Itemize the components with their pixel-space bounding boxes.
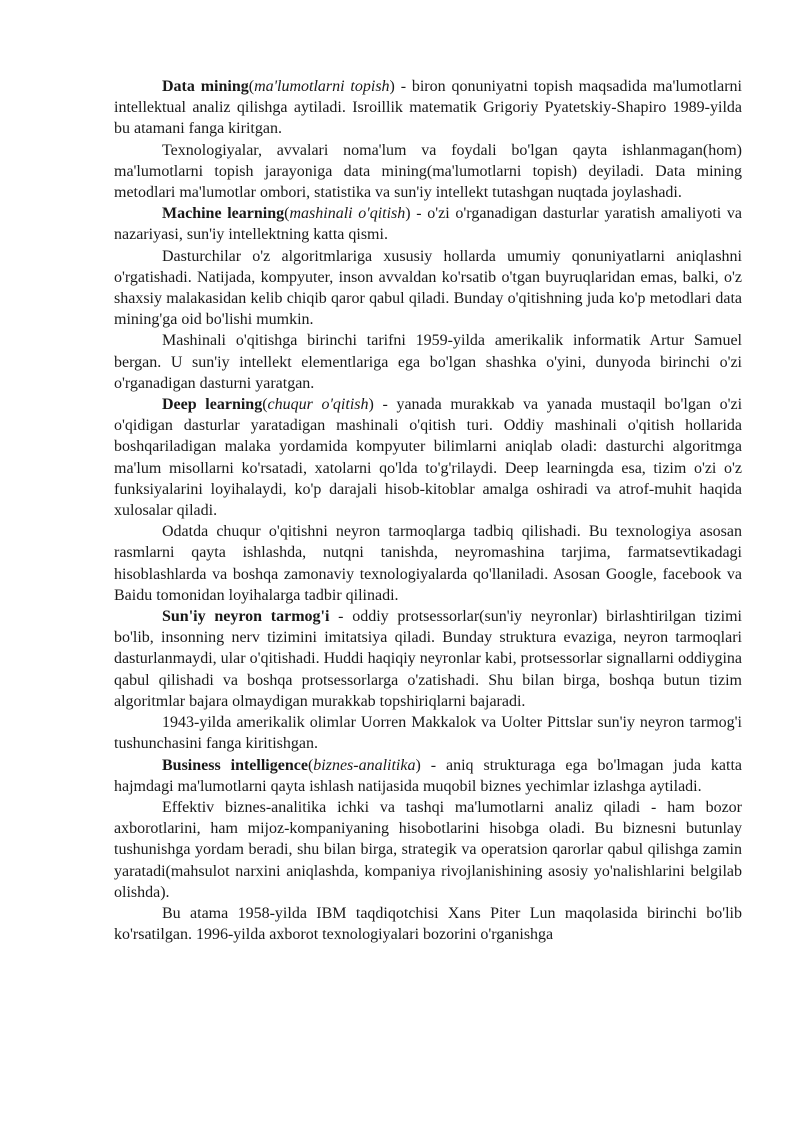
term-translation: mashinali o'qitish (289, 205, 406, 223)
term-data-mining: Data mining (162, 78, 249, 95)
paragraph-text: Dasturchilar o'z algoritmlariga xususiy hollarda umumiy qonuniyatlarni aniqlashni o'rgatishadi. Natijada, kompyuter, inson avvaldan ko'rsatib o'tgan buyruqlaridan emas, balki, o'z shaxsiy malakasidan kelib chiqib qaror qabul qiladi. Bunday o'qitishning juda ko'p metodlari data mining'ga oid bo'lishi mumkin. (114, 247, 742, 329)
term-business-intelligence: Business intelligence (162, 756, 308, 774)
term-neyron-tarmogi: Sun'iy neyron tarmog'i (162, 608, 330, 626)
paragraph-deep-learning: Deep learning(chuqur o'qitish) - yanada murakkab va yanada mustaqil bo'lgan o'zi o'qidigan dasturlar yaratadigan mashinali o'qitish turi. Oddiy mashinali o'qitish hollarida boshqariladigan malaka yordamida kompyuter bilimlarni aniqlab oladi: dasturchi algoritmga ma'lum misollarni ko'rsatadi, xatolarni qo'lda to'g'rilaydi. Deep learningda esa, tizim o'zi o'z funksiyalarini loyihalaydi, ko'p darajali hisob-kitoblar amalga oshiradi va atrof-muhit haqida xulosalar qiladi. (114, 396, 743, 520)
paragraph-data-mining: Data mining(ma'lumotlarni topish) - biron qonuniyatni topish maqsadida ma'lumotlarni intellektual analiz qilishga aytiladi. Isroillik matematik Grigoriy Pyatetskiy-Shapiro 1989-yilda bu atamani fanga kiritgan. (114, 78, 742, 138)
paragraph-dasturchilar (114, 246, 742, 331)
paragraph-effektiv-biznes-analitika (114, 797, 742, 903)
term-machine-learning: Machine learning (162, 205, 285, 223)
paragraph-business-intelligence: Business intelligence(biznes-analitika) - aniq strukturaga ega bo'lmagan juda katta hajmdagi ma'lumotlarni qayta ishlash natijasida muqobil biznes yechimlar izlashga aytiladi. (114, 756, 742, 795)
paragraph-text: - yanada murakkab va yanada mustaqil bo'lgan o'zi o'qidigan dasturlar yaratadigan mashinali o'qitish turi. Oddiy mashinali o'qitish hollarida boshqariladigan malaka yordamida kompyuter bilimlarni aniqlab oladi: dasturchi algoritmga ma'lum misollarni ko'rsatadi, xatolarni qo'lda to'g'rilaydi. Deep learningda esa, tizim o'zi o'z funksiyalarini loyihalaydi, ko'p darajali hisob-kitoblar amalga oshiradi va atrof-muhit haqida xulosalar qiladi. (114, 396, 743, 520)
paragraph-chuqur-oqitish (114, 521, 742, 606)
paragraph-text: - o'zi o'rganadigan dasturlar yaratish amaliyoti va nazariyasi, sun'iy intellektning katta qismi. (114, 205, 743, 244)
paragraph-machine-learning: Machine learning(mashinali o'qitish) - o'zi o'rganadigan dasturlar yaratish amaliyoti va nazariyasi, sun'iy intellektning katta qismi. (114, 205, 743, 244)
paragraph-text: - oddiy protsessorlar(sun'iy neyronlar) birlashtirilgan tizimi bo'lib, insonning nerv tizimini imitatsiya qiladi. Bunday struktura evaziga, neyron tarmoqlari dasturlanmaydi, ular o'qitishadi. Huddi haqiqiy neyronlar kabi, protsessorlar signallarni oddiygina qabul qilishadi va boshqa protsessorlarga o'zatishadi. Shu bilan birga, boshqa butun tizim algoritmlar bajara olmaydigan murakkab topshiriqlarni bajaradi. (114, 608, 742, 710)
paragraph-mashinali-oqitish (114, 330, 742, 394)
paragraph-text: Odatda chuqur o'qitishni neyron tarmoqlarga tadbiq qilishadi. Bu texnologiya asosan rasmlarni qayta ishlashda, nutqni tanishda, neyromashina tarjima, farmatsevtikadagi hisoblashlarda va boshqa zamonaviy texnologiyalarda qo'llaniladi. Asosan Google, facebook va Baidu tomonidan loyihalarga tadbir qilinadi. (114, 523, 742, 604)
paragraph-texnologiyalar (114, 140, 742, 204)
paragraph-text: - biron qonuniyatni topish maqsadida ma'lumotlarni intellektual analiz qilishga aytiladi. Isroillik matematik Grigoriy Pyatetskiy-Shapiro 1989-yilda bu atamani fanga kiritgan. (114, 78, 742, 138)
paragraph-neyron-tarmogi (114, 606, 742, 712)
paragraph-text: Mashinali o'qitishga birinchi tarifni 1959-yilda amerikalik informatik Artur Samuel bergan. U sun'iy intellekt elementlariga ega bo'lgan shashka o'yini, dunyoda birinchi o'zi o'rganadigan dasturni yaratgan. (114, 332, 742, 392)
paragraph-bu-atama (114, 903, 742, 945)
term-translation: ma'lumotlarni topish (254, 78, 390, 95)
paragraph-1943 (114, 712, 742, 754)
paragraph-text: Effektiv biznes-analitika ichki va tashqi ma'lumotlarni analiz qiladi - ham bozor axborotlarini, ham mijoz-kompaniyaning hisobotlarini hisobga oladi. Bu biznesni butunlay tushunishga yordam beradi, shu bilan birga, strategik va operatsion qarorlar qabul qilishga zamin yaratadi(mahsulot narxini aniqlashda, kompaniya rivojlanishining asosiy yo'nalishlarini belgilab olishda). (114, 798, 742, 901)
term-translation: chuqur o'qitish (267, 396, 369, 414)
paragraph-text: Texnologiyalar, avvalari noma'lum va foydali bo'lgan qayta ishlanmagan(hom) ma'lumotlarni topish jarayoniga data mining(ma'lumotlarni topish) deyiladi. Data mining metodlari ma'lumotlar ombori, statistika va sun'iy intellekt tutashgan nuqtada joylashadi. (114, 141, 742, 202)
term-translation: biznes-analitika (313, 756, 416, 774)
paragraph-text: - aniq strukturaga ega bo'lmagan juda katta hajmdagi ma'lumotlarni qayta ishlash natijasida muqobil biznes yechimlar izlashga aytiladi. (114, 756, 742, 795)
term-deep-learning: Deep learning (162, 396, 263, 414)
paragraph-text: Bu atama 1958-yilda IBM taqdiqotchisi Xans Piter Lun maqolasida birinchi bo'lib ko'rsatilgan. 1996-yilda axborot texnologiyalari bozorini o'rganishga (114, 904, 742, 944)
paragraph-text: 1943-yilda amerikalik olimlar Uorren Makkalok va Uolter Pittslar sun'iy neyron tarmog'i tushunchasini fanga kiritishgan. (114, 714, 742, 753)
